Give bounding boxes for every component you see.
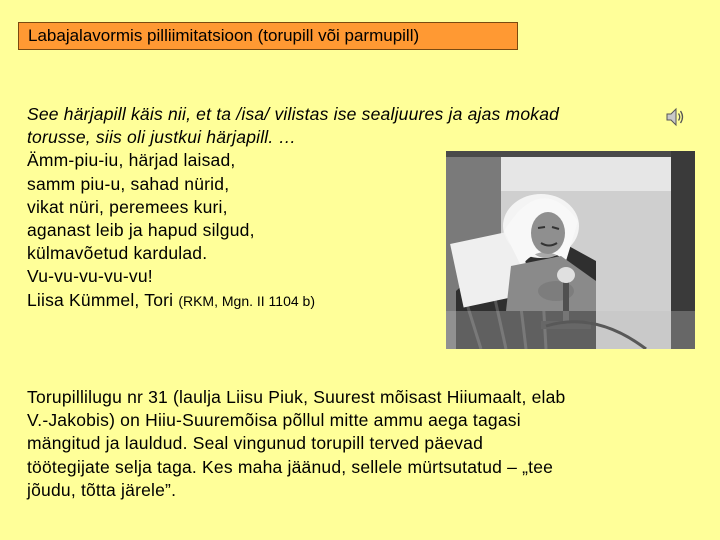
singer-photo	[446, 151, 695, 349]
verse-line: Ämm-piu-iu, härjad laisad,	[27, 150, 236, 171]
verse-line: samm piu-u, sahad nürid,	[27, 173, 230, 194]
note-line: töötegijate selja taga. Kes maha jäänud, sellele mürtsutatud – „tee	[27, 456, 554, 477]
note-paragraph	[27, 386, 667, 502]
note-line: V.-Jakobis) on Hiiu-Suuremõisa põllul mitte ammu aega tagasi	[27, 410, 521, 431]
performer-name: Liisa Kümmel, Tori	[27, 289, 179, 310]
note-line: Torupillilugu nr 31 (laulja Liisu Piuk, Suurest mõisast Hiiumaalt, elab	[27, 387, 566, 407]
verse-intro-line: torusse, siis oli justkui härjapill. …	[27, 127, 297, 148]
speaker-icon[interactable]	[664, 106, 686, 128]
note-line: jõudu, tõtta järele”.	[27, 479, 177, 500]
slide-title: Labajalavormis pilliimitatsioon (torupill või parmupill)	[18, 22, 518, 50]
archive-source: (RKM, Mgn. II 1104 b)	[178, 292, 315, 309]
verse-line: külmavõetud kardulad.	[27, 243, 208, 264]
verse-line: vikat nüri, peremees kuri,	[27, 196, 228, 217]
verse-line: aganast leib ja hapud silgud,	[27, 220, 255, 241]
verse-intro-line: See härjapill käis nii, et ta /isa/ vilistas ise sealjuures ja ajas mokad	[27, 104, 560, 124]
verse-line: Vu-vu-vu-vu-vu!	[27, 266, 153, 287]
note-line: mängitud ja lauldud. Seal vingunud torupill terved päevad	[27, 433, 484, 454]
